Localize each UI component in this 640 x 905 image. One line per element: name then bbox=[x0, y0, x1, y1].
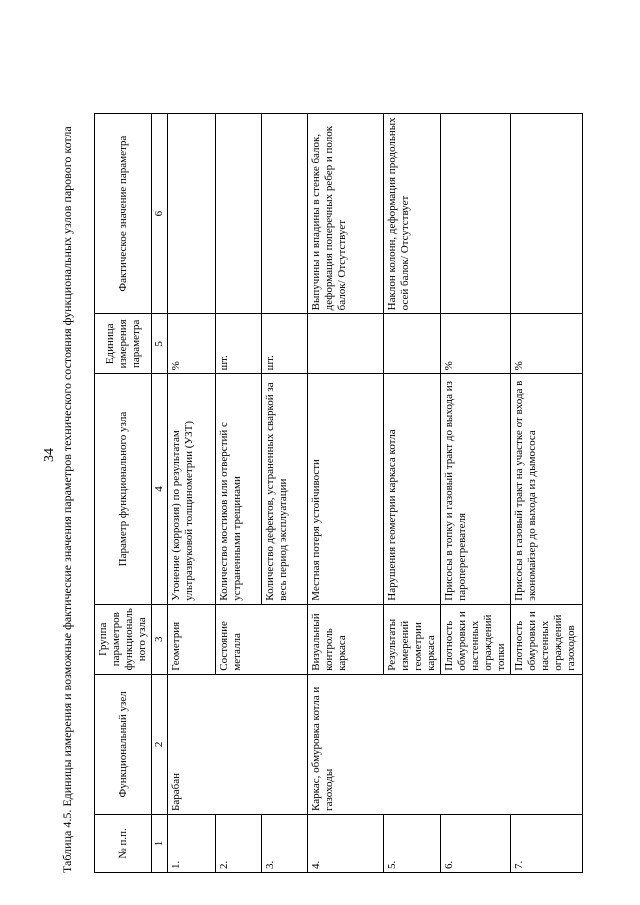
row-number: 5. bbox=[384, 814, 441, 872]
parameter-cell: Количество дефектов, устраненных сваркой за весь период эксплуатации bbox=[262, 374, 308, 604]
parameter-group-cell: Плотность обмуровки и настенных ограждений топки bbox=[441, 604, 511, 674]
parameter-cell: Присосы в газовый тракт на участке от входа в экономайзер до выхода из дымососа bbox=[511, 374, 583, 604]
column-number: 3 bbox=[152, 604, 168, 674]
header-cell: Функциональный узел bbox=[95, 674, 152, 814]
parameter-group-cell: Визуальный контроль каркаса bbox=[308, 604, 384, 674]
parameter-cell: Утонение (коррозия) по результатам ультразвуковой толщинометрии (УЗТ) bbox=[168, 374, 216, 604]
measure-unit-cell: % bbox=[441, 314, 511, 374]
table-row bbox=[308, 114, 384, 873]
column-number: 1 bbox=[152, 814, 168, 872]
row-number: 6. bbox=[441, 814, 511, 872]
measure-unit-cell: шт. bbox=[216, 314, 262, 374]
parameter-cell: Местная потеря устойчивости bbox=[308, 374, 384, 604]
row-number: 2. bbox=[216, 814, 262, 872]
parameter-group-cell: Результаты измерений геометрии каркаса bbox=[384, 604, 441, 674]
parameter-group-cell: Состояние металла bbox=[216, 604, 308, 674]
table-row bbox=[168, 114, 216, 873]
functional-unit-cell: Каркас, обмуровка котла и газоходы bbox=[308, 674, 583, 814]
header-cell: Единица измерения параметра bbox=[95, 314, 152, 374]
row-number: 3. bbox=[262, 814, 308, 872]
measure-unit-cell: % bbox=[511, 314, 583, 374]
row-number: 7. bbox=[511, 814, 583, 872]
parameters-table bbox=[94, 113, 583, 873]
column-number-row bbox=[152, 114, 168, 873]
column-number: 2 bbox=[152, 674, 168, 814]
actual-value-cell: Выпучины и впадины в стенке балок, деформация поперечных ребер и полок балок/ Отсутствует bbox=[308, 114, 384, 314]
rotated-page-content bbox=[60, 31, 580, 873]
page-number: 34 bbox=[42, 448, 57, 462]
measure-unit-cell bbox=[384, 314, 441, 374]
header-row bbox=[95, 114, 152, 873]
actual-value-cell bbox=[511, 114, 583, 314]
actual-value-cell bbox=[216, 114, 262, 314]
actual-value-cell bbox=[441, 114, 511, 314]
parameter-cell: Присосы в топку и газовый тракт до выхода из пароперегревателя bbox=[441, 374, 511, 604]
functional-unit-cell: Барабан bbox=[168, 674, 308, 814]
table-caption: Таблица 4.5. Единицы измерения и возможные фактические значения параметров технического состояния функциональных узлов парового котла bbox=[60, 126, 74, 873]
actual-value-cell bbox=[262, 114, 308, 314]
measure-unit-cell: % bbox=[168, 314, 216, 374]
parameter-group-cell: Геометрия bbox=[168, 604, 216, 674]
measure-unit-cell bbox=[308, 314, 384, 374]
header-cell: № п.п. bbox=[95, 814, 152, 872]
parameter-group-cell: Плотность обмуровки и настенных ограждений газоходов bbox=[511, 604, 583, 674]
column-number: 5 bbox=[152, 314, 168, 374]
header-cell: Параметр функционального узла bbox=[95, 374, 152, 604]
actual-value-cell bbox=[168, 114, 216, 314]
actual-value-cell: Наклон колонн, деформация продольных осей балок/ Отсутствует bbox=[384, 114, 441, 314]
column-number: 4 bbox=[152, 374, 168, 604]
measure-unit-cell: шт. bbox=[262, 314, 308, 374]
parameter-cell: Количество мостиков или отверстий с устраненными трещинами bbox=[216, 374, 262, 604]
parameter-cell: Нарушения геометрии каркаса котла bbox=[384, 374, 441, 604]
header-cell: Фактическое значение параметра bbox=[95, 114, 152, 314]
column-number: 6 bbox=[152, 114, 168, 314]
header-cell: Группа параметров функционального узла bbox=[95, 604, 152, 674]
row-number: 4. bbox=[308, 814, 384, 872]
row-number: 1. bbox=[168, 814, 216, 872]
